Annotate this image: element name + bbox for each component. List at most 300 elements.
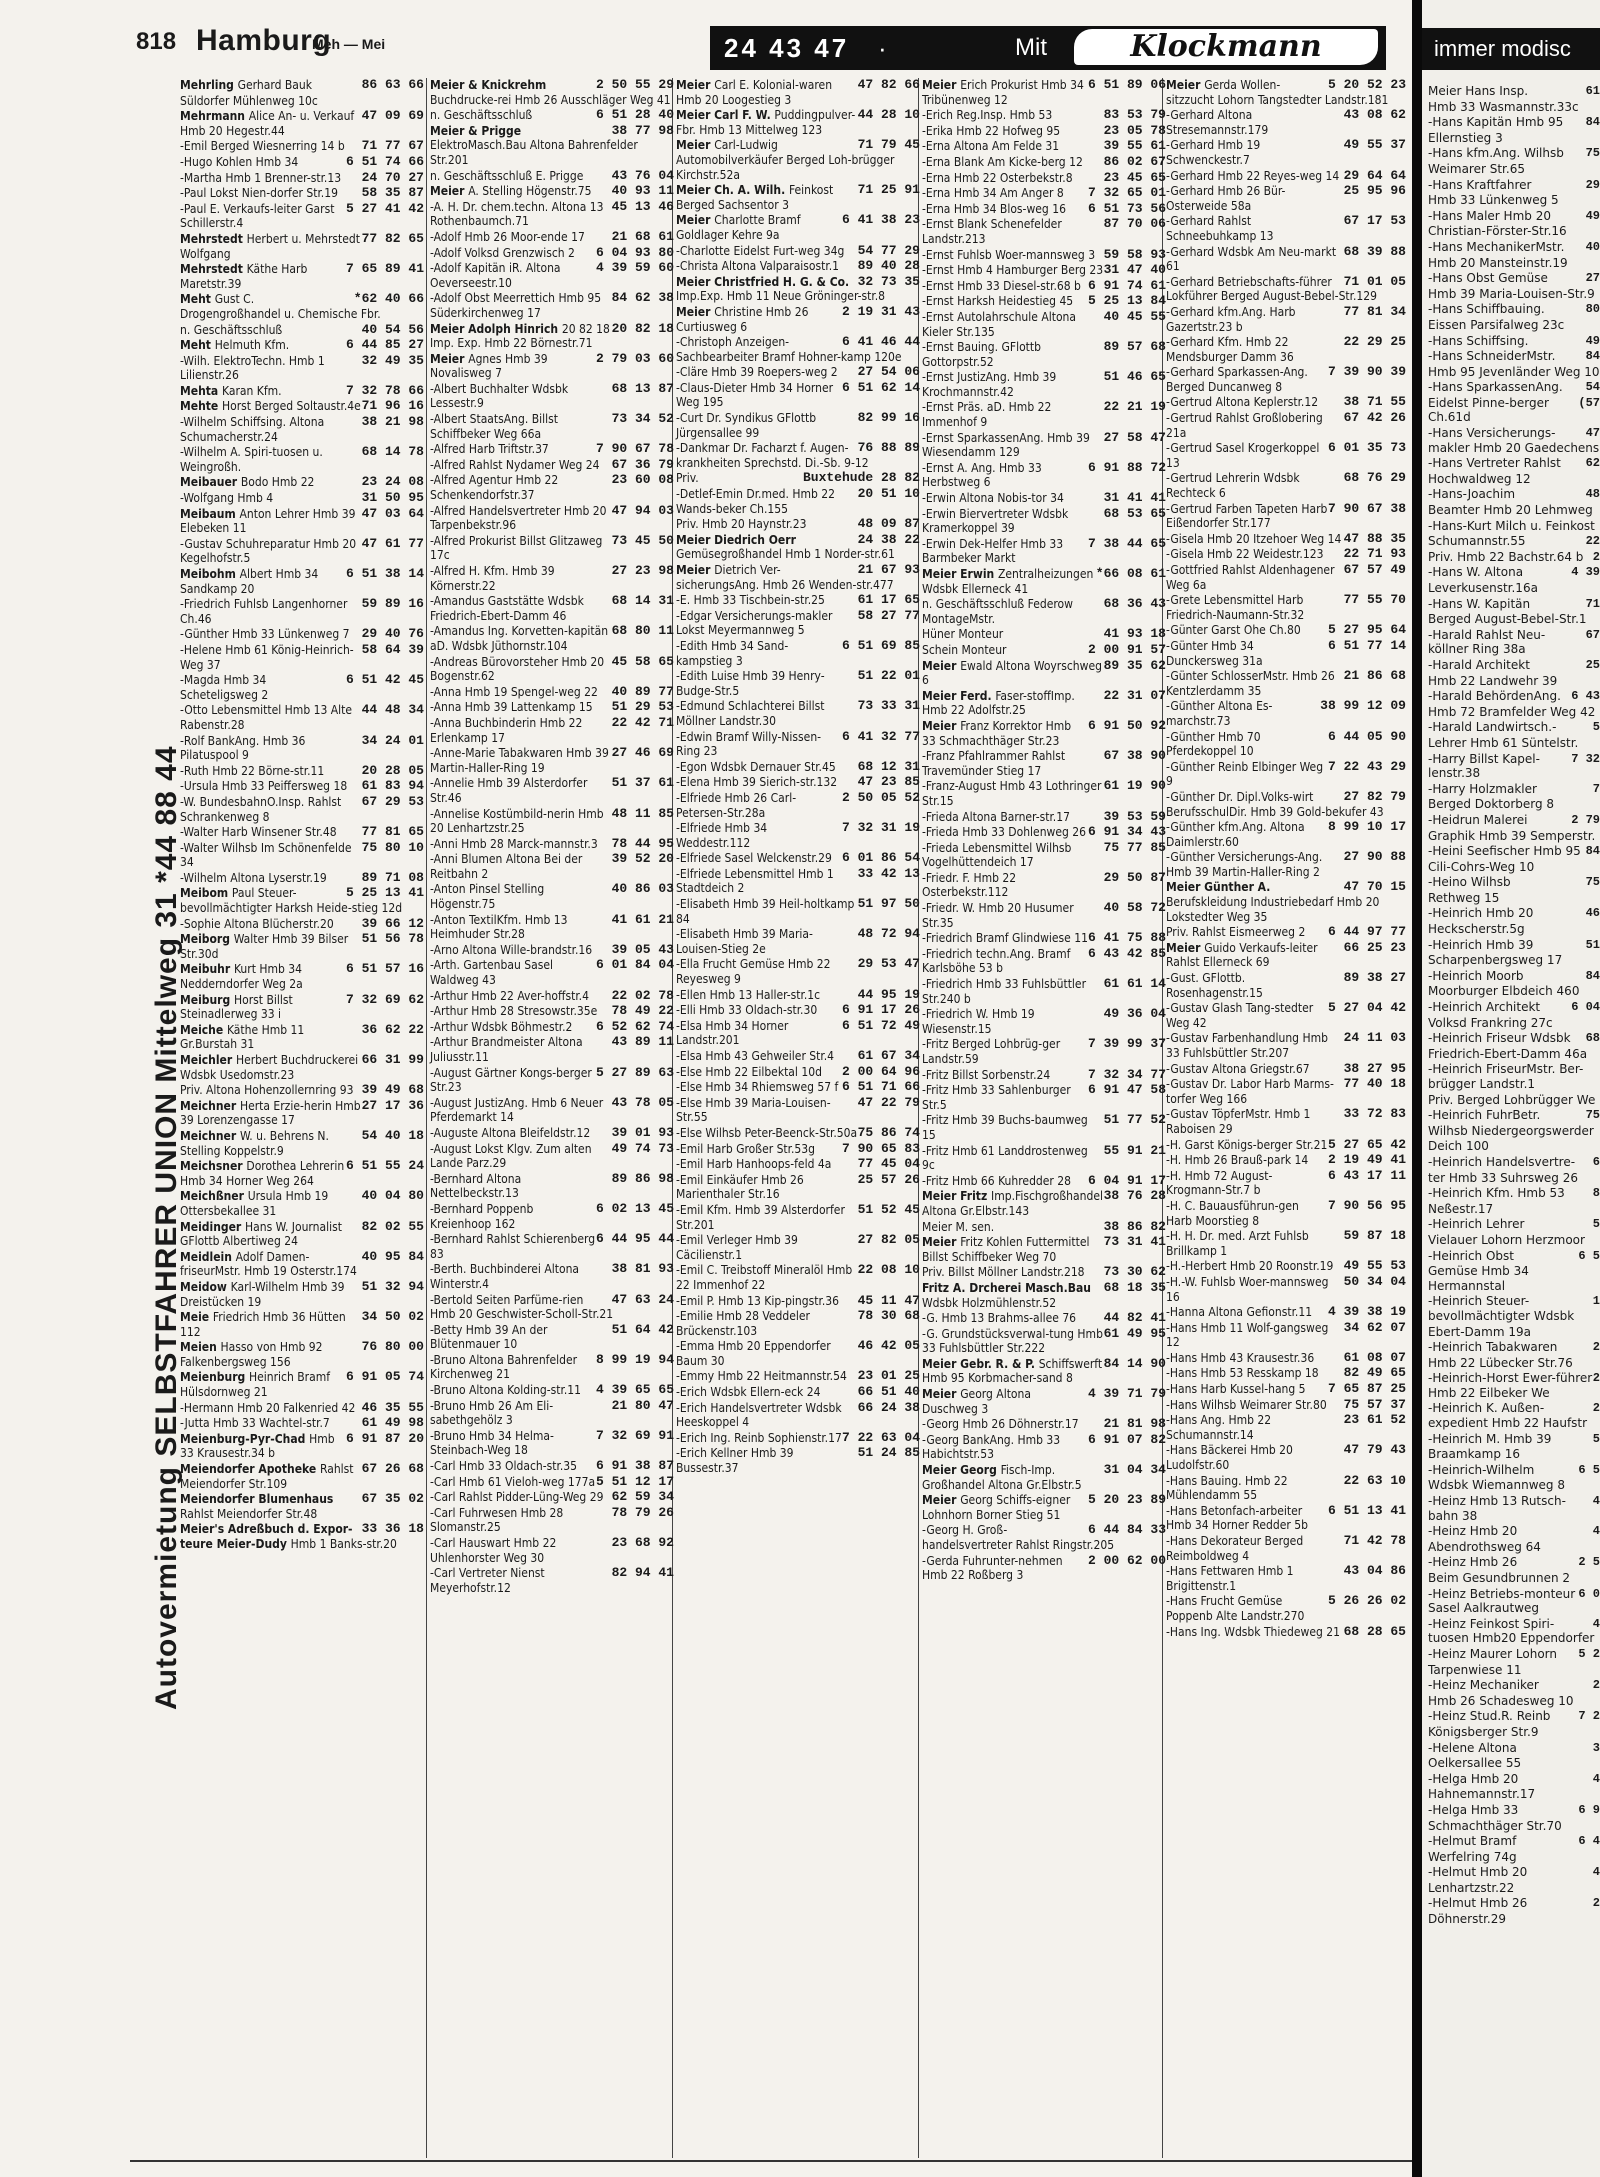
directory-entry [922, 1113, 1166, 1142]
phone-number: 38 77 98 [611, 122, 674, 138]
phone-number: 25 [1585, 657, 1600, 672]
entry-details: -Hans Hmb 53 Resskamp 18 [1166, 1366, 1319, 1381]
next-page-entry [1428, 426, 1600, 455]
entry-details: -Elfriede Hmb 34 Weddestr.112 [676, 821, 768, 850]
entry-details: -Wolfgang Hmb 4 [180, 491, 274, 506]
entry-details: -Heinz Mechaniker [1428, 1678, 1539, 1693]
entry-details: -Emil Verleger Hmb 39 Cäcilienstr.1 [676, 1233, 798, 1262]
directory-entry [922, 1083, 1166, 1112]
entry-details: Weimarer Str.65 [1428, 161, 1525, 176]
entry-details: Priv. [676, 471, 699, 486]
directory-entry [922, 1037, 1166, 1066]
directory-entry [430, 1232, 674, 1261]
entry-details: Süldorfer Mühlenweg 10c [180, 93, 318, 108]
phone-number: 2 [1592, 1340, 1600, 1355]
entry-details: -Friedrich Fuhlsb Langenhorner Ch.46 [180, 597, 348, 626]
phone-number: 7 [1592, 781, 1600, 796]
phone-number: 6 01 84 04 [595, 957, 674, 973]
directory-entry [180, 537, 424, 566]
next-page-entry [1428, 1340, 1600, 1355]
directory-entry [676, 365, 920, 380]
directory-entry [430, 1536, 674, 1565]
entry-details: -Anton TextilKfm. Hmb 13 Heimhuder Str.28 [430, 912, 568, 942]
directory-entry [180, 1053, 424, 1082]
directory-entry [676, 563, 920, 592]
entry-details: -Bernhard Poppenb Kreienhoop 162 [430, 1201, 534, 1231]
next-page-entry [1428, 689, 1600, 704]
phone-number: 38 86 82 [1103, 1218, 1166, 1234]
entry-surname: Meiendorfer Apotheke [180, 1462, 320, 1477]
next-page-entry [1428, 674, 1600, 689]
phone-number: 49 36 04 [1103, 1006, 1166, 1022]
next-page-entry [1428, 628, 1600, 657]
entry-details: Beamter Hmb 20 Lehmweg [1428, 503, 1593, 518]
phone-number: 58 27 77 [857, 607, 920, 623]
next-page-entry [1428, 906, 1600, 921]
directory-entry [676, 1173, 920, 1202]
entry-details: -Anne-Marie Tabakwaren Hmb 39 Martin-Haller-Ring 19 [430, 746, 609, 775]
phone-number: 66 51 40 [857, 1384, 920, 1400]
directory-entry [430, 1066, 674, 1095]
phone-number: 44 82 41 [1103, 1310, 1166, 1326]
ad-dot: · [878, 33, 887, 63]
entry-details: Rahlst Meiendorfer Str.109 [180, 1462, 354, 1491]
entry-details: Abendrothsweg 64 [1428, 1539, 1541, 1554]
entry-details: -Erich Wdsbk Ellern-eck 24 [676, 1385, 821, 1400]
phone-number: 8 99 19 94 [595, 1351, 674, 1367]
phone-number: 6 51 73 56 [1087, 200, 1166, 216]
next-page-entry [1428, 1186, 1600, 1201]
entry-surname: Meht [180, 338, 215, 353]
phone-number: 7 32 69 62 [345, 991, 424, 1007]
entry-details: Rahlst Meiendorfer Str.48 [180, 1506, 318, 1521]
directory-entry [922, 431, 1166, 460]
phone-number: 2 00 64 96 [841, 1063, 920, 1079]
next-page-entry [1428, 938, 1600, 953]
entry-details: n. Geschäftsschluß E. Prigge [430, 168, 584, 183]
ad-mit: Mit [1015, 34, 1047, 61]
phone-number: 73 31 41 [1103, 1234, 1166, 1250]
directory-entry [1166, 925, 1406, 940]
directory-entry [922, 171, 1166, 186]
directory-entry [676, 381, 920, 410]
entry-details: -Harald Architekt [1428, 657, 1530, 672]
directory-entry [430, 564, 674, 593]
phone-number: 5 27 41 42 [345, 200, 424, 216]
entry-details: Faser-stoffImp. Hmb 22 Adolfstr.25 [922, 688, 1075, 718]
phone-number: 2 79 [1571, 812, 1600, 827]
directory-entry [1166, 275, 1406, 304]
directory-entry [922, 1311, 1166, 1326]
phone-number: 5 25 13 41 [345, 885, 424, 901]
entry-details: Ursula Hmb 19 Ottersbekallee 31 [180, 1189, 329, 1218]
directory-entry [922, 340, 1166, 369]
directory-entry [180, 1310, 424, 1339]
phone-number: 6 9 [1578, 1802, 1600, 1817]
phone-number: 5 27 89 63 [595, 1064, 674, 1080]
phone-number: 1 [1592, 1294, 1600, 1309]
directory-entry [430, 852, 674, 881]
directory-entry [676, 593, 920, 608]
phone-number: 5 27 65 42 [1327, 1136, 1406, 1152]
next-page-entry [1428, 1233, 1600, 1248]
directory-entry [676, 609, 920, 638]
directory-entry [676, 108, 920, 137]
directory-entry [922, 279, 1166, 294]
phone-number: 7 90 67 78 [595, 441, 674, 457]
entry-details: -Gustav Altona Griegstr.67 [1166, 1061, 1310, 1076]
phone-number: 5 [1592, 720, 1600, 735]
next-page-entry [1428, 875, 1600, 890]
directory-entry [430, 837, 674, 852]
phone-number: 43 89 11 [611, 1034, 674, 1050]
phone-number: 6 01 35 73 [1327, 440, 1406, 456]
phone-number: 49 74 73 [611, 1140, 674, 1156]
entry-details: -Andreas Bürovorsteher Hmb 20 Bogenstr.62 [430, 654, 605, 684]
entry-details: -Bruno Hmb 34 Helma-Steinbach-Weg 18 [430, 1428, 554, 1458]
entry-surname: Meht [180, 292, 215, 307]
next-page-entry [1428, 1155, 1600, 1170]
phone-number: 51 29 53 [611, 699, 674, 715]
entry-details: Guido Verkaufs-leiter Rahlst Ellerneck 69 [1166, 940, 1318, 970]
directory-entry [922, 810, 1166, 825]
entry-details: -Wilhelm Altona Lyserstr.19 [180, 870, 327, 885]
next-page-entry [1428, 256, 1600, 271]
entry-details: -Fritz Hmb 61 Landdrostenweg 9c [922, 1143, 1088, 1173]
entry-details: -Else Hmb 22 Eilbektal 10d [676, 1064, 822, 1079]
directory-entry [1166, 532, 1406, 547]
phone-number: 71 25 91 [857, 182, 920, 198]
column-3 [676, 78, 920, 1477]
phone-number: 27 82 79 [1343, 788, 1406, 804]
entry-details: -Gerhard Hmb 22 Reyes-weg 14 [1166, 168, 1340, 183]
phone-number: 2 00 91 57 [1087, 641, 1166, 657]
phone-number: 7 22 43 29 [1327, 758, 1406, 774]
entry-details: Albert Hmb 34 Sandkamp 20 [180, 567, 319, 596]
entry-details: -Arthur Hmb 28 Stresowstr.35e [430, 1004, 598, 1019]
directory-entry [676, 183, 920, 212]
entry-details: Schmachthäger Str.70 [1428, 1818, 1562, 1833]
phone-number: 49 55 37 [1343, 137, 1406, 153]
phone-number: 77 81 34 [1343, 303, 1406, 319]
next-page-entry [1428, 922, 1600, 937]
phone-number: 2 [1592, 1678, 1600, 1693]
next-page-entry [1428, 1401, 1600, 1430]
directory-entry [430, 169, 674, 184]
phone-number: 47 79 43 [1343, 1442, 1406, 1458]
directory-entry [180, 1220, 424, 1249]
phone-number: 82 49 65 [1343, 1365, 1406, 1381]
entry-details: Ebert-Damm 19a [1428, 1324, 1531, 1339]
phone-number: 7 90 67 38 [1327, 500, 1406, 516]
entry-details: -Elfriede Lebensmittel Hmb 1 Stadtdeich 2 [676, 866, 834, 896]
directory-entry [430, 807, 674, 836]
phone-number: 61 17 65 [857, 592, 920, 608]
phone-number: 22 08 10 [857, 1262, 920, 1278]
entry-details: Horst Billst Steinadlerweg 33 i [180, 992, 293, 1022]
entry-details: -Gertrud Sasel Krogerkoppel 13 [1166, 441, 1320, 470]
column-2 [430, 78, 674, 1596]
phone-number: 6 44 05 90 [1327, 728, 1406, 744]
entry-surname: Meiendorfer Blumenhaus [180, 1492, 334, 1507]
phone-number: 21 81 98 [1103, 1416, 1166, 1432]
phone-number: 84 62 38 [611, 290, 674, 306]
directory-entry [676, 1080, 920, 1095]
entry-details: -Rolf BankAng. Hmb 36 Pilatuspool 9 [180, 733, 306, 763]
entry-details: Friedrich Hmb 36 Hütten 112 [180, 1310, 346, 1339]
directory-entry [180, 262, 424, 291]
entry-details: Schiffswerft Hmb 95 Korbmacher-sand 8 [922, 1356, 1103, 1386]
directory-entry [180, 841, 424, 870]
phone-number: 29 50 87 [1103, 869, 1166, 885]
entry-surname: Mehrstedt [180, 231, 247, 246]
directory-entry [922, 537, 1166, 566]
directory-entry [676, 305, 920, 334]
directory-entry [922, 248, 1166, 263]
directory-entry [430, 382, 674, 411]
phone-number: 58 64 39 [361, 641, 424, 657]
phone-number: 34 62 07 [1343, 1319, 1406, 1335]
directory-entry [922, 1357, 1166, 1386]
phone-number: 27 [1585, 271, 1600, 286]
entry-details: Vielauer Lohorn Herzmoor [1428, 1232, 1585, 1247]
next-page-entry [1428, 1356, 1600, 1371]
entry-details: -Gerhard Hmb 19 Schwenckestr.7 [1166, 138, 1261, 167]
phone-number: 51 37 61 [611, 775, 674, 791]
phone-number: 48 09 87 [857, 516, 920, 532]
entry-details: -Elisabeth Hmb 39 Maria-Louisen-Stieg 2e [676, 927, 813, 956]
directory-entry [1166, 1625, 1406, 1640]
directory-entry [430, 1035, 674, 1064]
phone-number: 47 22 79 [857, 1094, 920, 1110]
entry-details: -Paul E. Verkaufs-leiter Garst Schillerstr.4 [180, 201, 335, 231]
next-page-entry [1428, 1617, 1600, 1646]
entry-details: -Emilie Hmb 28 Veddeler Brückenstr.103 [676, 1309, 810, 1338]
entry-surname: Mehrstedt [180, 262, 247, 277]
entry-surname: Fritz A. Drcherei Masch.Bau [922, 1280, 1091, 1295]
entry-surname: Meier [922, 1387, 961, 1402]
entry-details: -Hans Hmb 11 Wolf-gangsweg 12 [1166, 1320, 1329, 1350]
phone-number: 67 38 90 [1103, 748, 1166, 764]
entry-details: -Christoph Anzeigen-Sachbearbeiter Bramf Hohner-kamp 120e [676, 335, 902, 364]
directory-entry [922, 507, 1166, 536]
entry-details: Berged August-Bebel-Str.1 [1428, 612, 1587, 627]
entry-surname: Meiche [180, 1022, 227, 1037]
directory-entry [180, 491, 424, 506]
entry-details: -E. Hmb 33 Tischbein-str.25 [676, 593, 825, 608]
directory-entry [922, 1327, 1166, 1356]
phone-number: 73 33 31 [857, 698, 920, 714]
entry-details: -Helga Hmb 20 [1428, 1771, 1519, 1786]
entry-details: Heinrich Bramf Hülsdornweg 21 [180, 1370, 331, 1400]
directory-entry [922, 1387, 1166, 1416]
directory-entry [180, 507, 424, 536]
phone-number: 6 52 62 74 [595, 1018, 674, 1034]
entry-details: -Edith Luise Hmb 39 Henry-Budge-Str.5 [676, 669, 825, 698]
next-page-entry [1428, 1555, 1600, 1570]
entry-details: -Friedrich Bramf Glindwiese 11 [922, 931, 1088, 946]
entry-surname: Meiburg [180, 992, 234, 1007]
phone-number: 5 2 [1578, 1646, 1600, 1661]
phone-number: 54 40 18 [361, 1127, 424, 1143]
directory-entry [922, 1281, 1166, 1310]
entry-details: -Hans SchneiderMstr. [1428, 349, 1556, 364]
entry-details: -Fritz Hmb 39 Buchs-baumweg 15 [922, 1113, 1088, 1142]
next-page-entry [1428, 380, 1600, 395]
entry-details: -Wilhelm Schiffsing. Altona Schumacherstr.24 [180, 415, 325, 444]
next-page-entry [1428, 953, 1600, 968]
phone-number: 2 50 55 29 [595, 77, 674, 92]
entry-details: -H. Hmb 72 August-Krogmann-Str.7 b [1166, 1168, 1273, 1198]
phone-number: 7 65 87 25 [1327, 1381, 1406, 1397]
entry-details: -Gertrud Farben Tapeten Harb Eißendorfer Str.177 [1166, 501, 1328, 531]
next-page-entry [1428, 891, 1600, 906]
entry-details: -Hans Harb Kussel-hang 5 [1166, 1382, 1306, 1397]
next-page-entry [1428, 597, 1600, 612]
phone-number: 2 [1592, 1896, 1600, 1911]
next-page-entry [1428, 1850, 1600, 1865]
entry-details: -A. H. Dr. chem.techn. Altona 13 Rothenbaumch.71 [430, 199, 604, 229]
phone-number: 38 21 98 [361, 414, 424, 430]
directory-entry [430, 184, 674, 199]
directory-entry [922, 370, 1166, 399]
entry-details: Neßestr.17 [1428, 1201, 1494, 1216]
next-page-entry [1428, 1000, 1600, 1015]
directory-entry [676, 730, 920, 759]
next-page-entry [1428, 1463, 1600, 1478]
entry-details: -Günther kfm.Ang. Altona Daimlerstr.60 [1166, 820, 1305, 849]
phone-number: 75 86 74 [857, 1124, 920, 1140]
phone-number: 84 14 90 [1103, 1355, 1166, 1371]
entry-details: -Heinrich Hmb 20 [1428, 906, 1534, 921]
directory-entry [180, 78, 424, 93]
directory-entry [1166, 760, 1406, 789]
phone-number: 5 27 95 64 [1327, 622, 1406, 638]
entry-details: -Elfriede Hmb 26 Carl-Petersen-Str.28a [676, 790, 797, 820]
next-page-entry [1428, 1678, 1600, 1693]
phone-number: 77 40 18 [1343, 1076, 1406, 1092]
next-page-entry [1428, 146, 1600, 161]
directory-entry [430, 1202, 674, 1231]
phone-number: 51 77 52 [1103, 1112, 1166, 1128]
entry-details: Gerhard Bauk [237, 78, 312, 92]
next-page-entry [1428, 1587, 1600, 1616]
next-page-entry [1428, 1819, 1600, 1834]
next-page-entry [1428, 720, 1600, 735]
entry-details: -Erich Reg.Insp. Hmb 53 [922, 108, 1053, 123]
entry-surname: Meibuhr [180, 962, 234, 977]
next-page-entry [1428, 334, 1600, 349]
directory-entry [430, 958, 674, 987]
entry-details: Dorothea Lehrerin Hmb 34 Horner Weg 264 [180, 1159, 345, 1188]
directory-entry [1166, 471, 1406, 500]
directory-entry [180, 1432, 424, 1461]
phone-number: 71 [1585, 596, 1600, 611]
phone-number: 67 36 79 [611, 456, 674, 472]
entry-details: -Heinz Hmb 26 [1428, 1555, 1518, 1570]
phone-number: 45 13 46 [611, 198, 674, 214]
entry-details: Agnes Hmb 39 Novalisweg 7 [430, 351, 548, 381]
directory-entry [430, 458, 674, 473]
phone-number: 6 44 95 44 [595, 1231, 674, 1247]
entry-details: Hmb 20 Mansteinstr.19 [1428, 255, 1568, 270]
directory-entry [430, 1262, 674, 1291]
entry-details: -Ernst Bauing. GFlottb Gottorpstr.52 [922, 340, 1041, 369]
name-range: Meh — Mei [312, 36, 386, 52]
entry-details: -Anna Hmb 19 Spengel-weg 22 [430, 684, 598, 699]
phone-number: 44 48 34 [361, 702, 424, 718]
next-page-entry [1428, 1772, 1600, 1787]
phone-number: 29 64 64 [1343, 167, 1406, 183]
directory-entry [430, 1475, 674, 1490]
phone-number: 77 81 65 [361, 824, 424, 840]
phone-number: 7 65 89 41 [345, 261, 424, 277]
next-page-entry [1428, 1264, 1600, 1293]
entry-details: -Harald Rahlst Neu-köllner Ring 38a [1428, 627, 1546, 657]
next-page-entry [1428, 1912, 1600, 1927]
entry-details: -Gisela Hmb 22 Weidestr.123 [1166, 547, 1324, 562]
phone-number: 44 95 19 [857, 986, 920, 1002]
entry-details: -Günther Hmb 33 Lünkenweg 7 [180, 627, 350, 642]
side-banner: Autovermietung SELBSTFAHRER UNION Mittelweg 31 *44 88 44 [150, 745, 183, 1710]
entry-details: -Martha Hmb 1 Brenner-str.13 [180, 170, 342, 185]
phone-number: 6 51 42 45 [345, 672, 424, 688]
entry-details: -Emil Kfm. Hmb 39 Alsterdorfer Str.201 [676, 1202, 845, 1232]
directory-entry [1166, 365, 1406, 394]
entry-details: Hmb 33 Wasmannstr.33c [1428, 99, 1579, 114]
phone-number: 6 44 84 33 [1087, 1522, 1166, 1538]
directory-entry [1166, 305, 1406, 334]
directory-entry [676, 699, 920, 728]
directory-entry [180, 292, 424, 321]
entry-details: Wdsbk Holzmühlenstr.52 [922, 1295, 1057, 1310]
next-page-entry [1428, 1494, 1600, 1523]
entry-details: -Albert Buchhalter Wdsbk Lessestr.9 [430, 381, 569, 411]
phone-number: 23 60 08 [611, 472, 674, 488]
directory-entry [922, 1007, 1166, 1036]
entry-details: -Ernst Präs. aD. Hmb 22 Immenhof 9 [922, 400, 1052, 430]
next-page-entry [1428, 829, 1600, 844]
directory-entry [430, 200, 674, 229]
phone-number: 6 44 85 27 [345, 337, 424, 353]
entry-details: -Berth. Buchbinderei Altona Winterstr.4 [430, 1262, 580, 1291]
phone-number: 22 71 93 [1343, 546, 1406, 562]
entry-details: Friedrich-Ebert-Damm 46a [1428, 1046, 1588, 1061]
entry-details: Christian-Förster-Str.16 [1428, 224, 1567, 239]
entry-details: Paul Steuer-bevollmächtigter Harksh Heide-stieg 12d [180, 886, 403, 916]
phone-number: 7 38 44 65 [1087, 535, 1166, 551]
directory-entry [922, 749, 1166, 778]
entry-details: -Erna Hmb 34 Am Anger 8 [922, 186, 1064, 201]
directory-entry [1166, 1474, 1406, 1503]
directory-entry [180, 1462, 424, 1491]
entry-details: -Hans W. Kapitän [1428, 596, 1531, 611]
entry-details: -Arno Altona Wille-brandstr.16 [430, 942, 593, 957]
next-page-entry [1428, 1834, 1600, 1849]
phone-number: 7 32 65 01 [1087, 185, 1166, 201]
next-page-entry [1428, 519, 1600, 534]
entry-details: Hüner Monteur [922, 627, 1004, 642]
phone-number: 89 57 68 [1103, 339, 1166, 355]
entry-details: -Heino Wilhsb [1428, 875, 1511, 890]
directory-entry [430, 473, 674, 502]
directory-entry [180, 917, 424, 932]
next-page-entry [1428, 271, 1600, 286]
phone-number: 49 55 53 [1343, 1258, 1406, 1274]
entry-details: -Hans Kapitän Hmb 95 [1428, 115, 1564, 130]
phone-number: 6 51 57 16 [345, 961, 424, 977]
phone-number: 73 34 52 [611, 411, 674, 427]
